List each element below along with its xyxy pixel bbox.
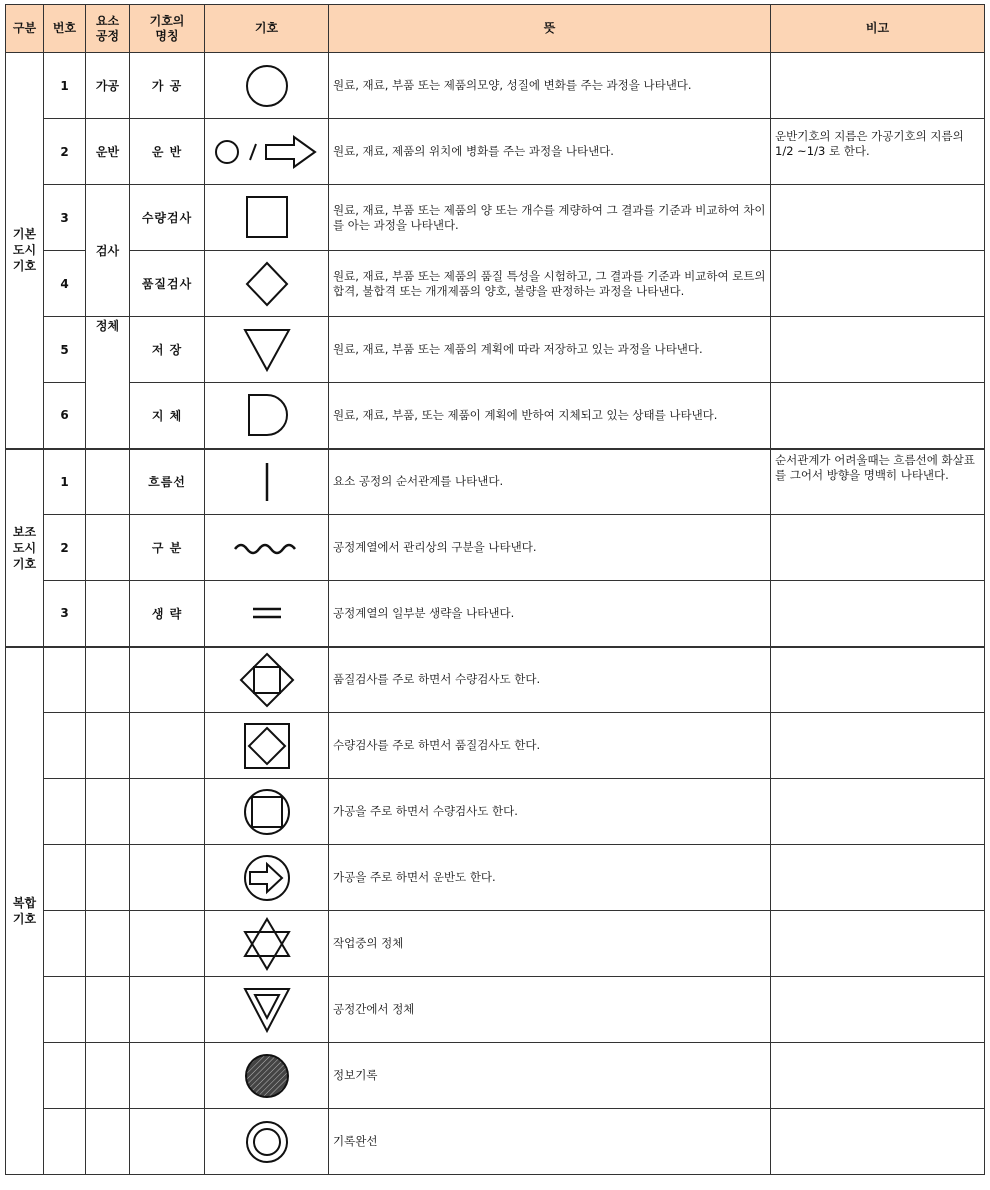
circle-icon	[237, 61, 297, 111]
group-auxiliary: 보조 도시 기호	[6, 449, 44, 647]
meaning-text: 작업중의 정체	[329, 911, 771, 977]
remark-text	[771, 185, 985, 251]
row-number: 1	[44, 449, 86, 515]
group-composite: 복합 기호	[6, 647, 44, 1175]
remark-text	[771, 317, 985, 383]
element-stagnation: 정체	[86, 317, 130, 449]
group-basic: 기본 도시 기호	[6, 53, 44, 449]
table-row	[6, 185, 985, 251]
symbol-name: 운 반	[130, 119, 205, 185]
header-number: 번호	[44, 5, 86, 53]
element-processing: 가공	[86, 53, 130, 119]
d-shape-icon	[237, 390, 297, 440]
symbol-name: 품질검사	[130, 251, 205, 317]
row-number: 3	[44, 581, 86, 647]
meaning-text: 요소 공정의 순서관계를 나타낸다.	[329, 449, 771, 515]
meaning-text: 원료, 재료, 부품 또는 제품의 계획에 따라 저장하고 있는 과정을 나타낸다.	[329, 317, 771, 383]
circle-with-arrow-icon	[237, 851, 297, 905]
meaning-text: 정보기록	[329, 1043, 771, 1109]
symbol-table-container	[5, 4, 984, 1175]
row-number: 6	[44, 383, 86, 449]
remark-text	[771, 53, 985, 119]
row-number: 3	[44, 185, 86, 251]
table-row	[6, 251, 985, 317]
square-icon	[237, 193, 297, 243]
symbol-name: 저 장	[130, 317, 205, 383]
element-inspection: 검사	[86, 185, 130, 317]
table-row	[6, 119, 985, 185]
row-number: 5	[44, 317, 86, 383]
row-number: 4	[44, 251, 86, 317]
symbol-name: 수량검사	[130, 185, 205, 251]
symbol-name: 생 략	[130, 581, 205, 647]
wavy-line-icon	[227, 533, 307, 563]
meaning-text: 공정간에서 정체	[329, 977, 771, 1043]
double-triangle-icon	[237, 984, 297, 1036]
row-number: 2	[44, 119, 86, 185]
symbol-name: 지 체	[130, 383, 205, 449]
hatched-circle-icon	[237, 1049, 297, 1103]
row-number: 2	[44, 515, 86, 581]
table-row	[6, 317, 985, 383]
meaning-text: 원료, 재료, 부품 또는 제품의 품질 특성을 시험하고, 그 결과를 기준과 비교하여 로트의 합격, 불합격 또는 개개제품의 양호, 불량을 판정하는 과정을 나타낸다.	[329, 251, 771, 317]
table-row	[6, 581, 985, 647]
diamond-icon	[237, 259, 297, 309]
header-row	[6, 5, 985, 53]
table-row	[6, 383, 985, 449]
remark-text	[771, 251, 985, 317]
meaning-text: 공정계열에서 관리상의 구분을 나타낸다.	[329, 515, 771, 581]
element-transport: 운반	[86, 119, 130, 185]
header-category: 구분	[6, 5, 44, 53]
flow-line-icon	[237, 457, 297, 507]
meaning-text: 원료, 재료, 부품, 또는 제품이 계획에 반하여 지체되고 있는 상태를 나타낸다.	[329, 383, 771, 449]
double-circle-icon	[237, 1115, 297, 1169]
meaning-text: 공정계열의 일부분 생략을 나타낸다.	[329, 581, 771, 647]
remark-text	[771, 383, 985, 449]
table-row	[6, 647, 985, 713]
triangle-down-icon	[237, 325, 297, 375]
meaning-text: 가공을 주로 하면서 운반도 한다.	[329, 845, 771, 911]
header-element-process: 요소 공정	[86, 5, 130, 53]
header-meaning: 뜻	[329, 5, 771, 53]
meaning-text: 가공을 주로 하면서 수량검사도 한다.	[329, 779, 771, 845]
remark-text	[771, 515, 985, 581]
transport-icon	[212, 132, 322, 172]
table-row	[6, 1043, 985, 1109]
double-line-icon	[237, 598, 297, 628]
table-row	[6, 515, 985, 581]
header-symbol: 기호	[205, 5, 329, 53]
diamond-with-square-icon	[237, 651, 297, 709]
table-row	[6, 713, 985, 779]
table-row	[6, 977, 985, 1043]
meaning-text: 원료, 재료, 부품 또는 제품의 양 또는 개수를 계량하여 그 결과를 기준과 비교하여 차이를 아는 과정을 나타낸다.	[329, 185, 771, 251]
table-row	[6, 53, 985, 119]
remark-text: 운반기호의 지름은 가공기호의 지름의 1/2 ~1/3 로 한다.	[775, 129, 964, 158]
remark-text	[771, 581, 985, 647]
table-row	[6, 449, 985, 515]
symbol-name: 구 분	[130, 515, 205, 581]
meaning-text: 기록완선	[329, 1109, 771, 1175]
meaning-text: 원료, 재료, 부품 또는 제품의모양, 성질에 변화를 주는 과정을 나타낸다.	[329, 53, 771, 119]
row-number: 1	[44, 53, 86, 119]
meaning-text: 수량검사를 주로 하면서 품질검사도 한다.	[329, 713, 771, 779]
table-row	[6, 911, 985, 977]
table-row	[6, 845, 985, 911]
table-row	[6, 1109, 985, 1175]
circle-with-square-icon	[237, 785, 297, 839]
square-with-diamond-icon	[237, 719, 297, 773]
table-row	[6, 779, 985, 845]
symbol-name: 흐름선	[130, 449, 205, 515]
meaning-text: 품질검사를 주로 하면서 수량검사도 한다.	[329, 647, 771, 713]
process-symbol-table	[5, 4, 985, 1175]
header-remarks: 비고	[771, 5, 985, 53]
symbol-name: 가 공	[130, 53, 205, 119]
header-symbol-name: 기호의 명칭	[130, 5, 205, 53]
star-of-david-icon	[237, 916, 297, 972]
meaning-text: 원료, 재료, 제품의 위치에 병화를 주는 과정을 나타낸다.	[329, 119, 771, 185]
remark-text: 순서관계가 어려울때는 흐름선에 화살표를 그어서 방향을 명백히 나타낸다.	[775, 452, 975, 482]
